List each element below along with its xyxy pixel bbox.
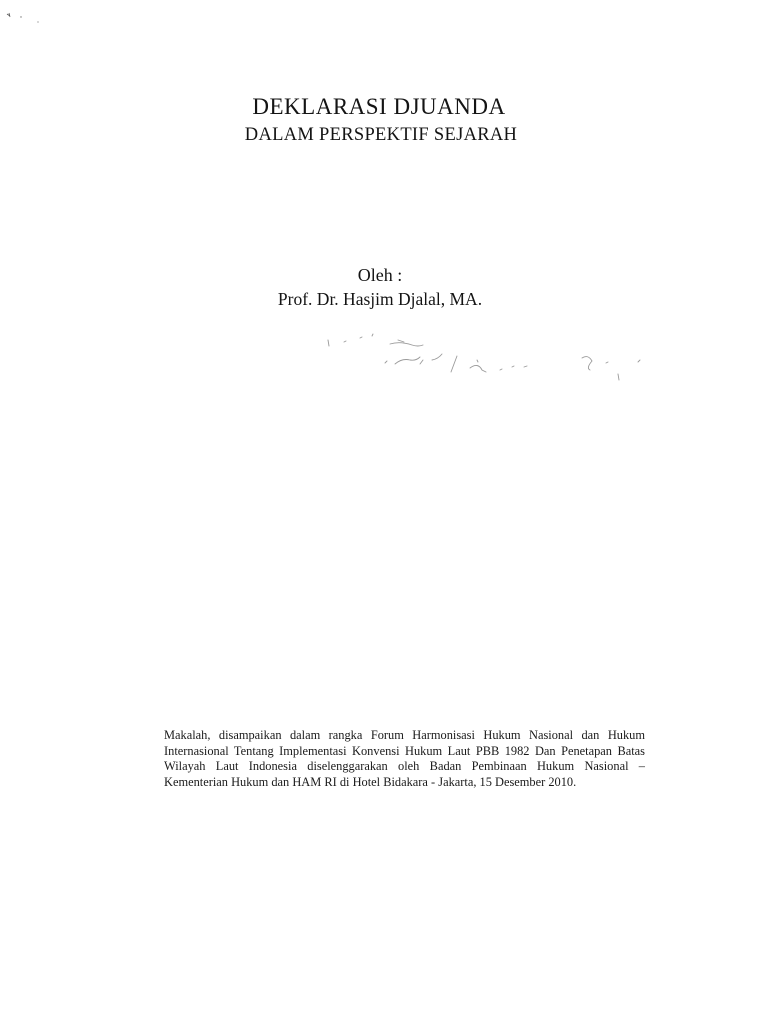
document-subtitle: DALAM PERSPEKTIF SEJARAH [244,125,518,145]
by-label: Oleh : [357,265,403,285]
author-name: Prof. Dr. Hasjim Djalal, MA. [277,289,483,309]
document-title: DEKLARASI DJUANDA [252,94,506,119]
handwritten-signature-icon [320,330,650,390]
scan-marks-icon [0,0,60,30]
presentation-note: Makalah, disampaikan dalam rangka Forum Harmonisasi Hukum Nasional dan Hukum Internasional Tentang Implementasi Konvensi Hukum Laut PBB 1982 Dan Penetapan Batas Wilayah Laut Indonesia diselenggarakan oleh Badan Pembinaan Hukum Nasional – Kementerian Hukum dan HAM RI di Hotel Bidakara - Jakarta, 15 Desember 2010. [164,728,645,789]
